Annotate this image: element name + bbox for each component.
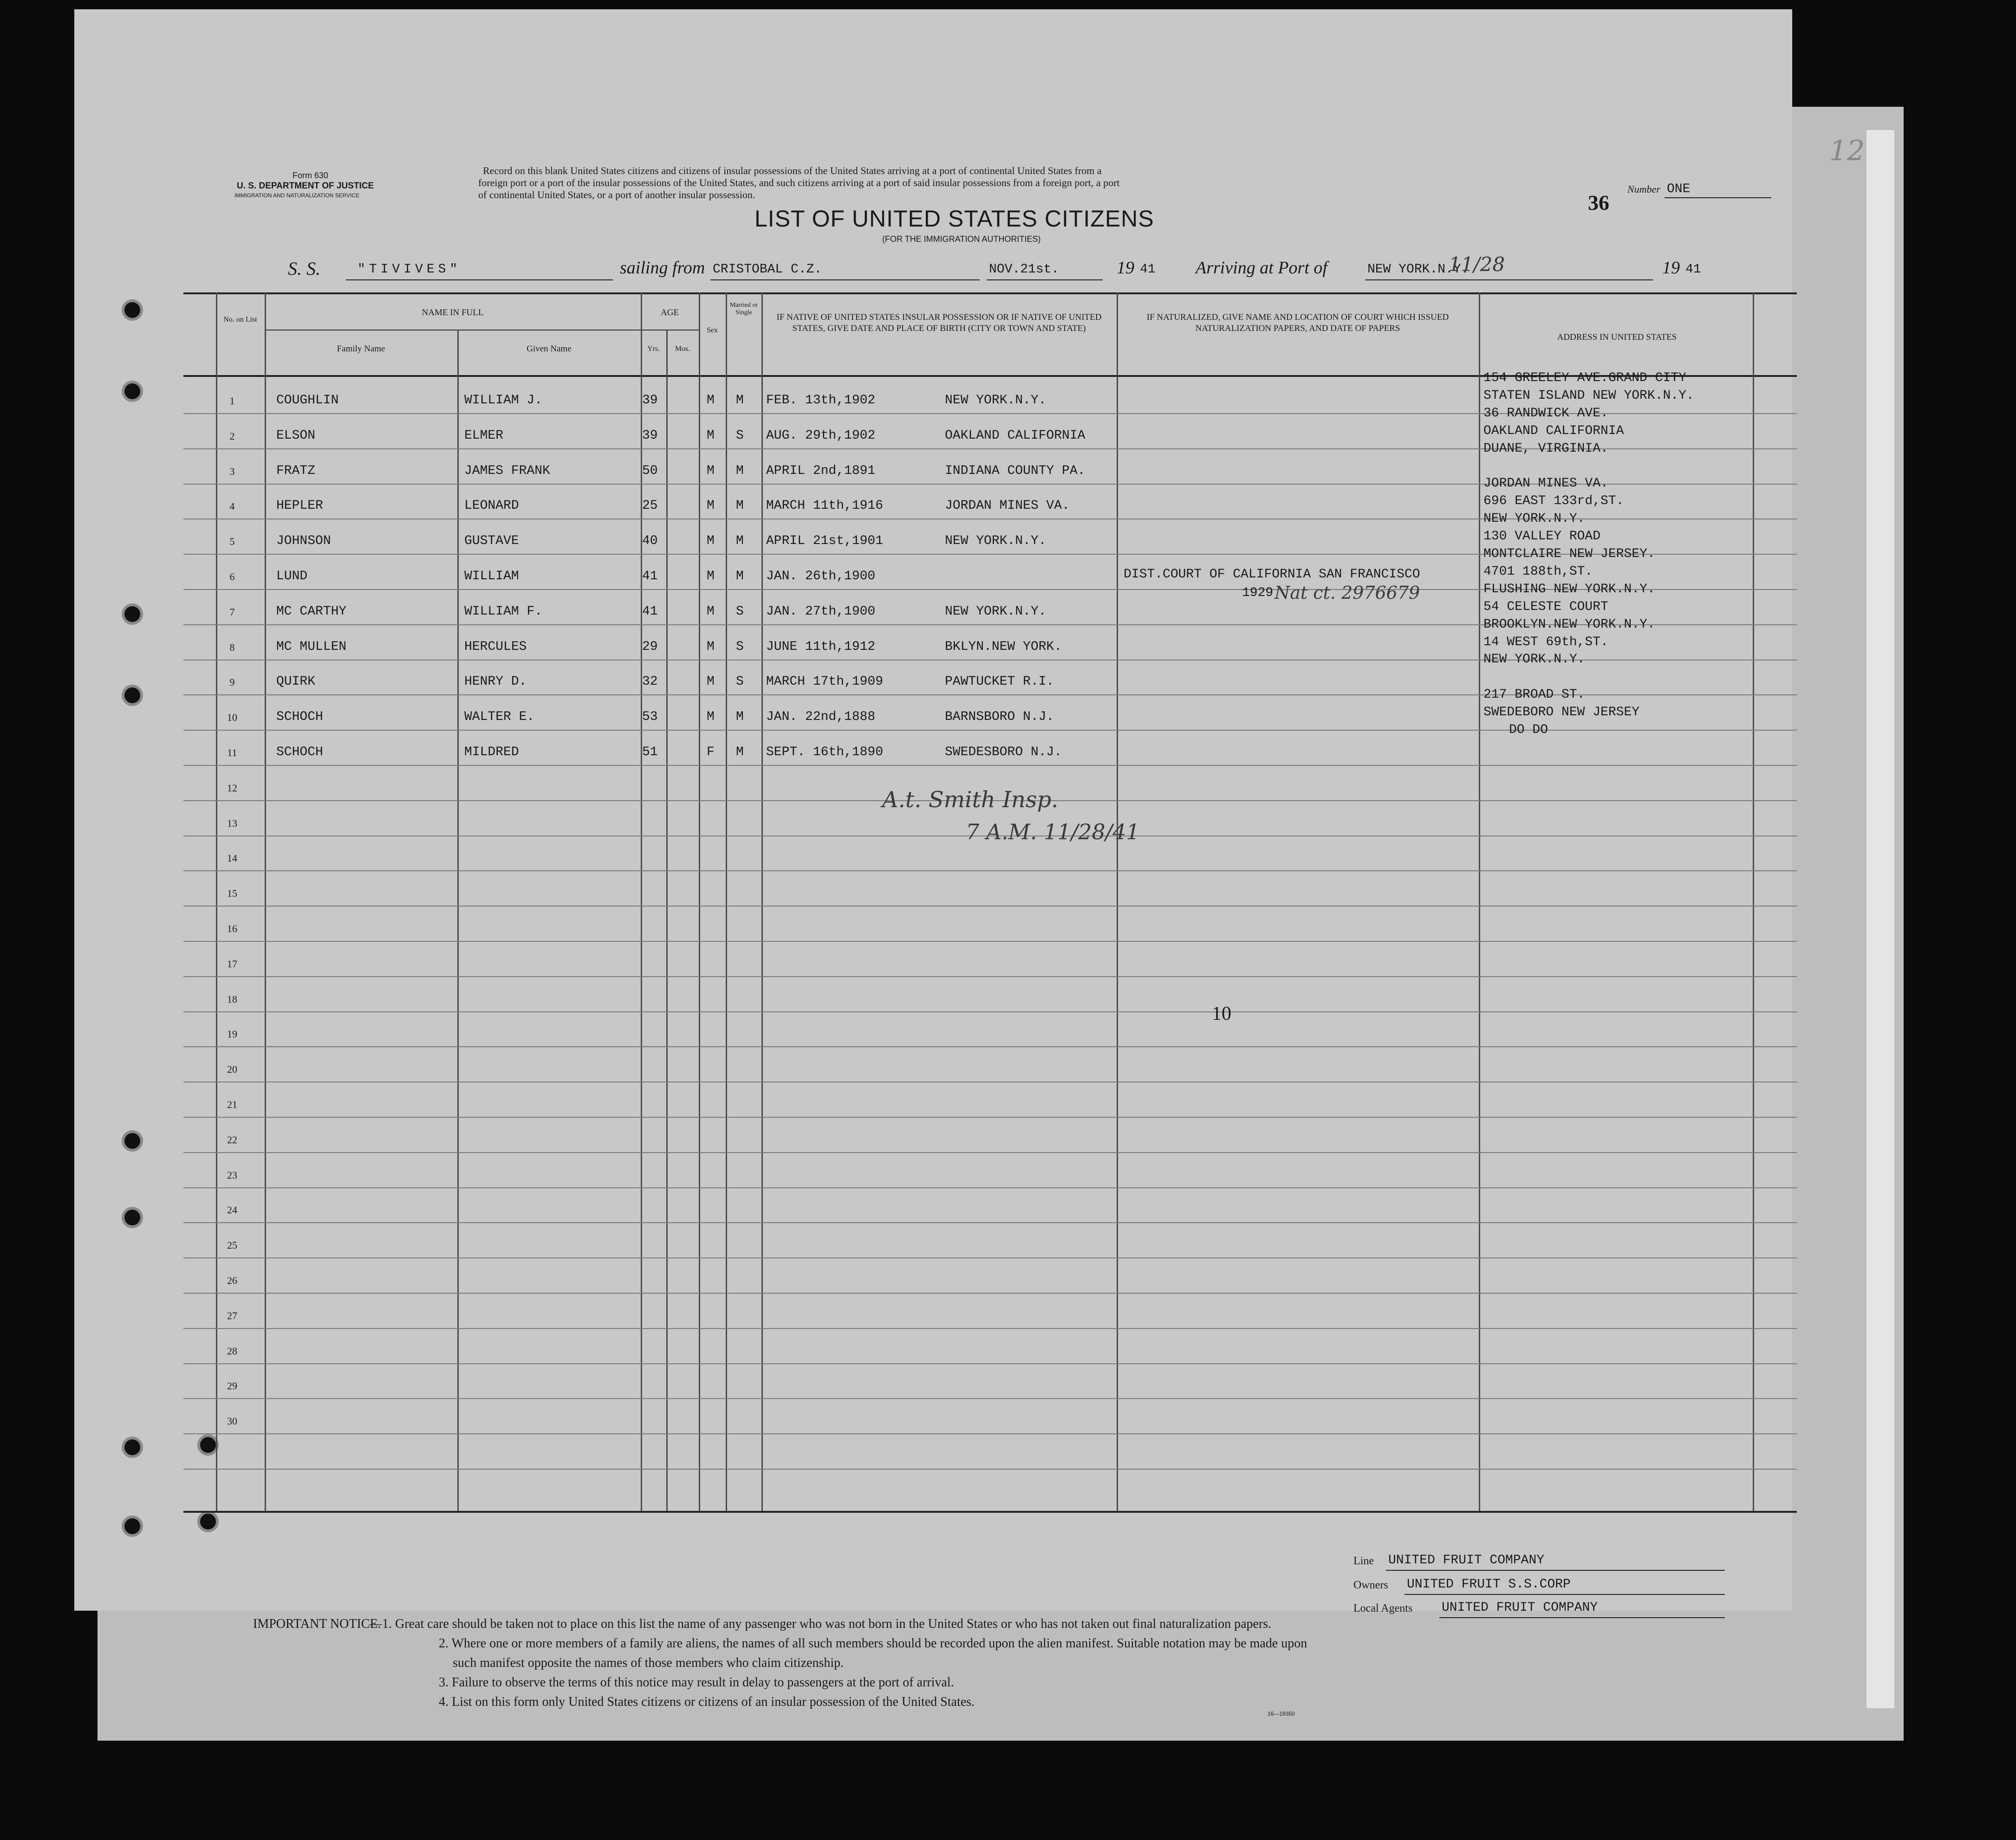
line-label: Line [1353,1555,1374,1567]
notice-item-2-continued: such manifest opposite the names of those members who claim citizenship. [453,1656,844,1670]
row-number: 26 [227,1275,237,1286]
naturalization-certificate-handwritten: Nat ct. 2976679 [1275,583,1420,603]
row-number: 5 [229,536,235,547]
sheet-number: 36 [1588,191,1609,214]
address-line-1: JORDAN MINES VA. [1483,476,1608,491]
col-divider [457,330,459,1511]
header-family-name: Family Name [337,344,385,354]
given-name: HENRY D. [464,674,527,689]
header-age: AGE [660,308,679,317]
row-number: 10 [227,712,237,723]
family-name: JOHNSON [276,534,331,548]
page-title: LIST OF UNITED STATES CITIZENS [754,206,1154,232]
line-value: UNITED FRUIT COMPANY [1388,1553,1545,1568]
departure-underline [710,279,980,280]
given-name: LEONARD [464,499,519,513]
row-rule [183,1398,1797,1399]
birth-place: NEW YORK.N.Y. [945,604,1047,619]
page-mark: 10 [1212,1003,1231,1024]
birth-date: FEB. 13th,1902 [766,393,876,408]
sex: M [707,710,715,724]
marital-status: S [736,428,744,443]
birth-date: MARCH 17th,1909 [766,674,884,689]
notice-item-4: 4. List on this form only United States citizens or citizens of an insular possession of the United States. [439,1695,975,1709]
address-line-2: OAKLAND CALIFORNIA [1483,424,1624,438]
sailing-from-label: sailing from [620,258,705,278]
family-name: SCHOCH [276,745,323,759]
family-name: LUND [276,569,308,583]
binder-hole [122,685,143,706]
sex: M [707,499,715,513]
row-number: 11 [227,747,237,758]
row-rule [183,1222,1797,1223]
binder-hole [122,603,143,625]
row-number: 6 [229,571,235,583]
row-number: 25 [227,1239,237,1251]
address-line-1: MONTCLAIRE NEW JERSEY. [1483,547,1655,561]
arriving-label: Arriving at Port of [1196,258,1327,278]
arrival-underline [1365,279,1653,280]
age-years: 41 [642,604,658,619]
row-rule [183,1046,1797,1047]
family-name: SCHOCH [276,710,323,724]
row-number: 13 [227,817,237,829]
date-underline [987,279,1103,280]
row-number: 9 [229,676,235,688]
age-years: 25 [642,499,658,513]
agents-label: Local Agents [1353,1602,1413,1614]
row-number: 7 [229,606,235,618]
birth-date: JUNE 11th,1912 [766,640,876,654]
address-line-2: 4701 188th,ST. [1483,564,1593,579]
given-name: WILLIAM F. [464,604,543,619]
row-number: 3 [229,466,235,477]
binder-hole [122,1207,143,1228]
binder-hole [122,381,143,402]
address-line-1: 217 BROAD ST. [1483,687,1585,702]
address-line-2: STATEN ISLAND NEW YORK.N.Y. [1483,389,1694,403]
address-line-2: 14 WEST 69th,ST. [1483,635,1608,649]
marital-status: M [736,569,744,583]
notice-label: IMPORTANT NOTICE. [253,1617,381,1631]
row-number: 4 [229,500,235,512]
department: U. S. DEPARTMENT OF JUSTICE [237,181,374,191]
address-line-2: 696 EAST 133rd,ST. [1483,494,1624,508]
ship-underline [346,279,613,280]
ship-name: "TIVIVES" [358,262,462,277]
sex: M [707,428,715,443]
row-rule [183,1293,1797,1294]
record-note-line-1: Record on this blank United States citizens and citizens of insular possessions of the United States arriving at a port of continental United States from a [483,165,1102,176]
form-number: Form 630 [293,171,329,180]
number-label: Number [1627,183,1660,195]
given-name: GUSTAVE [464,534,519,548]
row-number: 14 [227,852,237,864]
age-years: 50 [642,464,658,478]
binder-hole [122,299,143,321]
row-number: 23 [227,1169,237,1181]
given-name: HERCULES [464,640,527,654]
departure-year: 41 [1140,262,1156,277]
address-line-1: BROOKLYN.NEW YORK.N.Y. [1483,617,1655,632]
marital-status: S [736,674,744,689]
number-underline [1665,197,1771,198]
row-rule [183,1363,1797,1364]
binder-hole [122,1130,143,1152]
given-name: WALTER E. [464,710,535,724]
birth-place: NEW YORK.N.Y. [945,393,1047,408]
header-age-months: Mos. [675,345,690,353]
departure-date: NOV.21st. [989,262,1060,277]
marital-status: M [736,745,744,759]
marital-status: S [736,640,744,654]
row-rule [183,1433,1797,1434]
header-sex: Sex [707,326,718,334]
row-rule [183,1187,1797,1188]
sex: M [707,534,715,548]
birth-place: INDIANA COUNTY PA. [945,464,1086,478]
birth-place: BARNSBORO N.J. [945,710,1054,724]
row-number: 30 [227,1415,237,1427]
row-rule [183,1152,1797,1153]
owners-value: UNITED FRUIT S.S.CORP [1407,1577,1571,1592]
row-rule [183,1257,1797,1258]
header-birth-info: IF NATIVE OF UNITED STATES INSULAR POSSESSION OR IF NATIVE OF UNITED STATES, GIVE DATE AND PLACE OF BIRTH (CITY OR TOWN AND STATE) [776,312,1102,333]
row-number: 18 [227,993,237,1005]
year-prefix: 19 [1117,258,1134,278]
sex: M [707,674,715,689]
line-underline [1386,1570,1725,1571]
given-name: WILLIAM [464,569,519,583]
table-top-border [183,292,1797,294]
binder-hole [122,1516,143,1537]
address-line-1: DO DO [1509,723,1548,737]
row-number: 22 [227,1134,237,1146]
row-number: 19 [227,1028,237,1040]
address-line-1: NEW YORK.N.Y. [1483,652,1585,667]
row-rule [183,765,1797,766]
record-note-line-2: foreign port or a port of the insular possessions of the United States, and such citizens arriving at a port of said insular possessions from a foreign port, a port [478,177,1120,188]
marital-status: M [736,393,744,408]
col-divider [666,330,668,1511]
header-address: ADDRESS IN UNITED STATES [1557,332,1677,342]
marital-status: M [736,710,744,724]
ss-label: S. S. [288,258,320,279]
row-number: 16 [227,923,237,934]
sex: M [707,604,715,619]
service-name: IMMIGRATION AND NATURALIZATION SERVICE [234,192,360,199]
sex: M [707,464,715,478]
page-subtitle: (FOR THE IMMIGRATION AUTHORITIES) [882,234,1041,244]
birth-place: SWEDESBORO N.J. [945,745,1062,759]
departure-port: CRISTOBAL C.Z. [713,262,822,277]
age-years: 29 [642,640,658,654]
birth-date: JAN. 27th,1900 [766,604,876,619]
row-number: 20 [227,1063,237,1075]
birth-date: APRIL 2nd,1891 [766,464,876,478]
row-rule [183,906,1797,907]
row-number: 27 [227,1310,237,1322]
given-name: JAMES FRANK [464,464,550,478]
address-line-1: DUANE, VIRGINIA. [1483,441,1608,456]
arrival-date-handwritten: 11/28 [1449,253,1505,276]
sex: M [707,393,715,408]
marital-status: S [736,604,744,619]
address-line-1: 36 RANDWICK AVE. [1483,406,1608,421]
corner-mark: 12 [1829,135,1865,167]
row-number: 2 [229,430,235,442]
adjacent-page-edge [1866,130,1894,1708]
address-line-2: 130 VALLEY ROAD [1483,529,1601,544]
address-line-1: 154 GREELEY AVE.GRAND CITY [1483,371,1686,385]
header-no-on-list: No. on List [223,316,257,324]
age-years: 41 [642,569,658,583]
header-given-name: Given Name [527,344,572,354]
inspector-signature: A.t. Smith Insp. [882,787,1059,813]
birth-place: JORDAN MINES VA. [945,499,1070,513]
age-years: 32 [642,674,658,689]
record-note-line-3: of continental United States, or a port of another insular possession. [478,189,755,201]
address-line-2: 54 CELESTE COURT [1483,600,1608,614]
agents-underline [1439,1617,1725,1618]
binder-hole [122,1437,143,1458]
row-rule [183,730,1797,731]
row-number: 12 [227,782,237,794]
row-number: 1 [229,395,235,407]
birth-place: OAKLAND CALIFORNIA [945,428,1086,443]
age-years: 53 [642,710,658,724]
marital-status: M [736,464,744,478]
owners-underline [1405,1594,1725,1595]
print-code: 16—19350 [1268,1710,1295,1717]
notice-item-3: 3. Failure to observe the terms of this notice may result in delay to passengers at the port of arrival. [439,1675,954,1690]
birth-date: MARCH 11th,1916 [766,499,884,513]
notice-item-2: 2. Where one or more members of a family are aliens, the names of all such members should be recorded upon the alien manifest. Suitable notation may be made upon [439,1636,1307,1651]
header-naturalization: IF NATURALIZED, GIVE NAME AND LOCATION OF COURT WHICH ISSUED NATURALIZATION PAPERS, AND DATE OF PAPERS [1146,312,1449,333]
arrival-port: NEW YORK.N.Y. [1367,262,1469,277]
family-name: MC CARTHY [276,604,347,619]
notice-item-1: —1. Great care should be taken not to place on this list the name of any passenger who was not born in the United States or who has not taken out final naturalization papers. [369,1617,1272,1631]
birth-place: BKLYN.NEW YORK. [945,640,1062,654]
row-rule [183,1011,1797,1012]
owners-label: Owners [1353,1579,1388,1591]
table-bottom-border [183,1511,1797,1513]
birth-place: PAWTUCKET R.I. [945,674,1054,689]
row-number: 17 [227,958,237,970]
sex: F [707,745,715,759]
birth-date: APRIL 21st,1901 [766,534,884,548]
family-name: ELSON [276,428,316,443]
age-years: 51 [642,745,658,759]
marital-status: M [736,534,744,548]
arrival-year: 41 [1685,262,1701,277]
header-married-single: Married or Single [729,302,758,316]
given-name: WILLIAM J. [464,393,543,408]
age-years: 40 [642,534,658,548]
header-age-years: Yrs. [647,345,660,353]
birth-date: AUG. 29th,1902 [766,428,876,443]
family-name: QUIRK [276,674,316,689]
row-number: 28 [227,1345,237,1357]
year-prefix-2: 19 [1662,258,1680,278]
row-number: 15 [227,888,237,899]
address-line-2: SWEDEBORO NEW JERSEY [1483,705,1640,719]
agents-value: UNITED FRUIT COMPANY [1442,1600,1598,1615]
row-rule [183,1328,1797,1329]
birth-place: NEW YORK.N.Y. [945,534,1047,548]
row-number: 24 [227,1204,237,1216]
row-rule [183,1469,1797,1470]
marital-status: M [736,499,744,513]
row-number: 8 [229,641,235,653]
header-name-in-full: NAME IN FULL [422,308,484,317]
row-rule [183,870,1797,871]
row-rule [183,976,1797,977]
row-rule [183,1117,1797,1118]
family-name: FRATZ [276,464,316,478]
family-name: COUGHLIN [276,393,339,408]
given-name: MILDRED [464,745,519,759]
age-years: 39 [642,428,658,443]
address-line-1: NEW YORK.N.Y. [1483,512,1585,526]
family-name: MC MULLEN [276,640,347,654]
sex: M [707,640,715,654]
address-line-1: FLUSHING NEW YORK.N.Y. [1483,582,1655,596]
age-years: 39 [642,393,658,408]
birth-date: JAN. 26th,1900 [766,569,876,583]
naturalization-court: DIST.COURT OF CALIFORNIA SAN FRANCISCO [1124,567,1420,582]
number-value: ONE [1667,182,1691,196]
birth-date: SEPT. 16th,1890 [766,745,884,759]
binder-hole [197,1511,219,1532]
family-name: HEPLER [276,499,323,513]
row-number: 21 [227,1099,237,1110]
birth-date: JAN. 22nd,1888 [766,710,876,724]
sex: M [707,569,715,583]
row-rule [183,941,1797,942]
row-number: 29 [227,1380,237,1392]
naturalization-year: 1929 [1242,586,1274,600]
inspector-time: 7 A.M. 11/28/41 [966,819,1140,844]
given-name: ELMER [464,428,504,443]
